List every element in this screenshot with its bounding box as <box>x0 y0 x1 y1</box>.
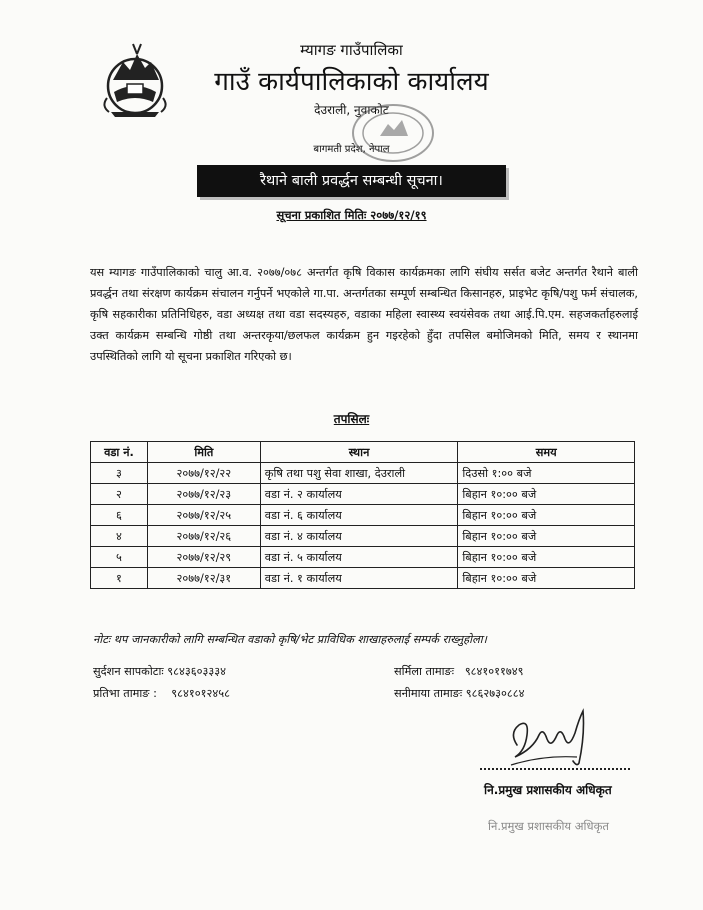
table-row <box>91 547 635 568</box>
column-header-time: समय <box>458 442 635 463</box>
date-cell: २०७७/१२/२६ <box>147 526 260 547</box>
time-cell: बिहान १०:०० बजे <box>458 484 635 505</box>
place-cell: वडा नं. ६ कार्यालय <box>260 505 458 526</box>
contact-name: प्रतिभा तामाङ : <box>93 687 157 700</box>
contact-phone: ९८४१०१२४५८ <box>171 687 231 700</box>
ward-cell: ४ <box>91 526 148 547</box>
contact-name: सुर्दशन सापकोटाः <box>93 665 164 678</box>
table-row <box>91 526 635 547</box>
table-row <box>91 505 635 526</box>
ward-cell: २ <box>91 484 148 505</box>
table-row <box>91 568 635 589</box>
contact-name: सर्मिला तामाङः <box>394 665 455 678</box>
date-cell: २०७७/१२/३१ <box>147 568 260 589</box>
time-cell: बिहान १०:०० बजे <box>458 505 635 526</box>
place-cell: कृषि तथा पशु सेवा शाखा, देउराली <box>260 463 458 484</box>
notice-body: यस म्यागङ गाउँपालिकाको चालु आ.व. २०७७/०७८ अन्तर्गत कृषि विकास कार्यक्रमका लागि संघीय सर्सत बजेट अन्तर्गत रैथाने बाली प्रवर्द्धन तथा संरक्षण कार्यक्रम संचालन गर्नुपर्ने भएकोले गा.पा. अन्तर्गतका सम्पूर्ण सम्बन्धित किसानहरु, प्राइभेट कृषि/पशु फर्म संचालक, कृषि सहकारीका प्रतिनिधिहरु, वडा अध्यक्ष तथा वडा सदस्यहरु, वडाका महिला स्वास्थ्य स्वयंसेवक तथा आई.पि.एम. सहजकर्ताहरुलाई उक्त कार्यक्रम सम्बन्धि गोष्ठी तथा अन्तरकृया/छलफल कार्यक्रम हुन गइरहेको हुँदा तपसिल बमोजिमको मिति, समय र स्थानमा उपस्थितिको लागि यो सूचना प्रकाशित गरिएको छ। <box>90 266 638 363</box>
column-header-date: मिति <box>147 442 260 463</box>
published-date-text: सूचना प्रकाशित मितिः २०७७/१२/१९ <box>276 208 427 222</box>
ward-cell: १ <box>91 568 148 589</box>
office-name: म्यागङ गाउँपालिका <box>300 41 403 59</box>
time-cell: बिहान १०:०० बजे <box>458 547 635 568</box>
signature-line <box>480 768 630 770</box>
place-cell: वडा नं. २ कार्यालय <box>260 484 458 505</box>
date-cell: २०७७/१२/२२ <box>147 463 260 484</box>
ward-cell: ६ <box>91 505 148 526</box>
table-header-row <box>91 442 635 463</box>
schedule-table <box>90 441 635 589</box>
officer-title: नि.प्रमुख प्रशासकीय अधिकृत <box>484 783 612 797</box>
office-location: देउराली, नुवाकोट <box>314 103 389 117</box>
published-date <box>0 208 703 223</box>
signature-icon <box>503 705 608 770</box>
contact-entry <box>93 664 226 679</box>
office-province: बागमती प्रदेश, नेपाल <box>313 144 390 155</box>
contact-entry <box>394 664 524 679</box>
contact-phone: ९८६२७३०८८४ <box>465 687 525 700</box>
time-cell: दिउसो १:०० बजे <box>458 463 635 484</box>
schedule-heading: तपसिलः <box>333 412 370 426</box>
contact-phone: ९८४१०११७४९ <box>464 665 524 678</box>
contact-entry <box>394 686 524 701</box>
officer-stamp: नि.प्रमुख प्रशासकीय अधिकृत <box>488 819 609 833</box>
table-row <box>91 463 635 484</box>
column-header-ward: वडा नं. <box>91 442 148 463</box>
contact-phone: ९८४३६०३३३४ <box>167 665 227 678</box>
contact-entry <box>93 686 230 701</box>
place-cell: वडा नं. ४ कार्यालय <box>260 526 458 547</box>
office-stamp-icon <box>348 98 438 168</box>
notice-title-banner: रैथाने बाली प्रवर्द्धन सम्बन्धी सूचना। <box>197 165 506 197</box>
footnote: नोटः थप जानकारीको लागि सम्बन्धित वडाको कृषि/भेट प्राविधिक शाखाहरुलाई सम्पर्क राख्नुहोला। <box>93 633 487 646</box>
time-cell: बिहान १०:०० बजे <box>458 526 635 547</box>
date-cell: २०७७/१२/२३ <box>147 484 260 505</box>
column-header-place: स्थान <box>260 442 458 463</box>
time-cell: बिहान १०:०० बजे <box>458 568 635 589</box>
date-cell: २०७७/१२/२९ <box>147 547 260 568</box>
date-cell: २०७७/१२/२५ <box>147 505 260 526</box>
ward-cell: ३ <box>91 463 148 484</box>
office-title: गाउँ कार्यपालिकाको कार्यालय <box>214 67 489 97</box>
table-row <box>91 484 635 505</box>
ward-cell: ५ <box>91 547 148 568</box>
place-cell: वडा नं. १ कार्यालय <box>260 568 458 589</box>
place-cell: वडा नं. ५ कार्यालय <box>260 547 458 568</box>
contact-name: सनीमाया तामाङः <box>394 687 463 700</box>
